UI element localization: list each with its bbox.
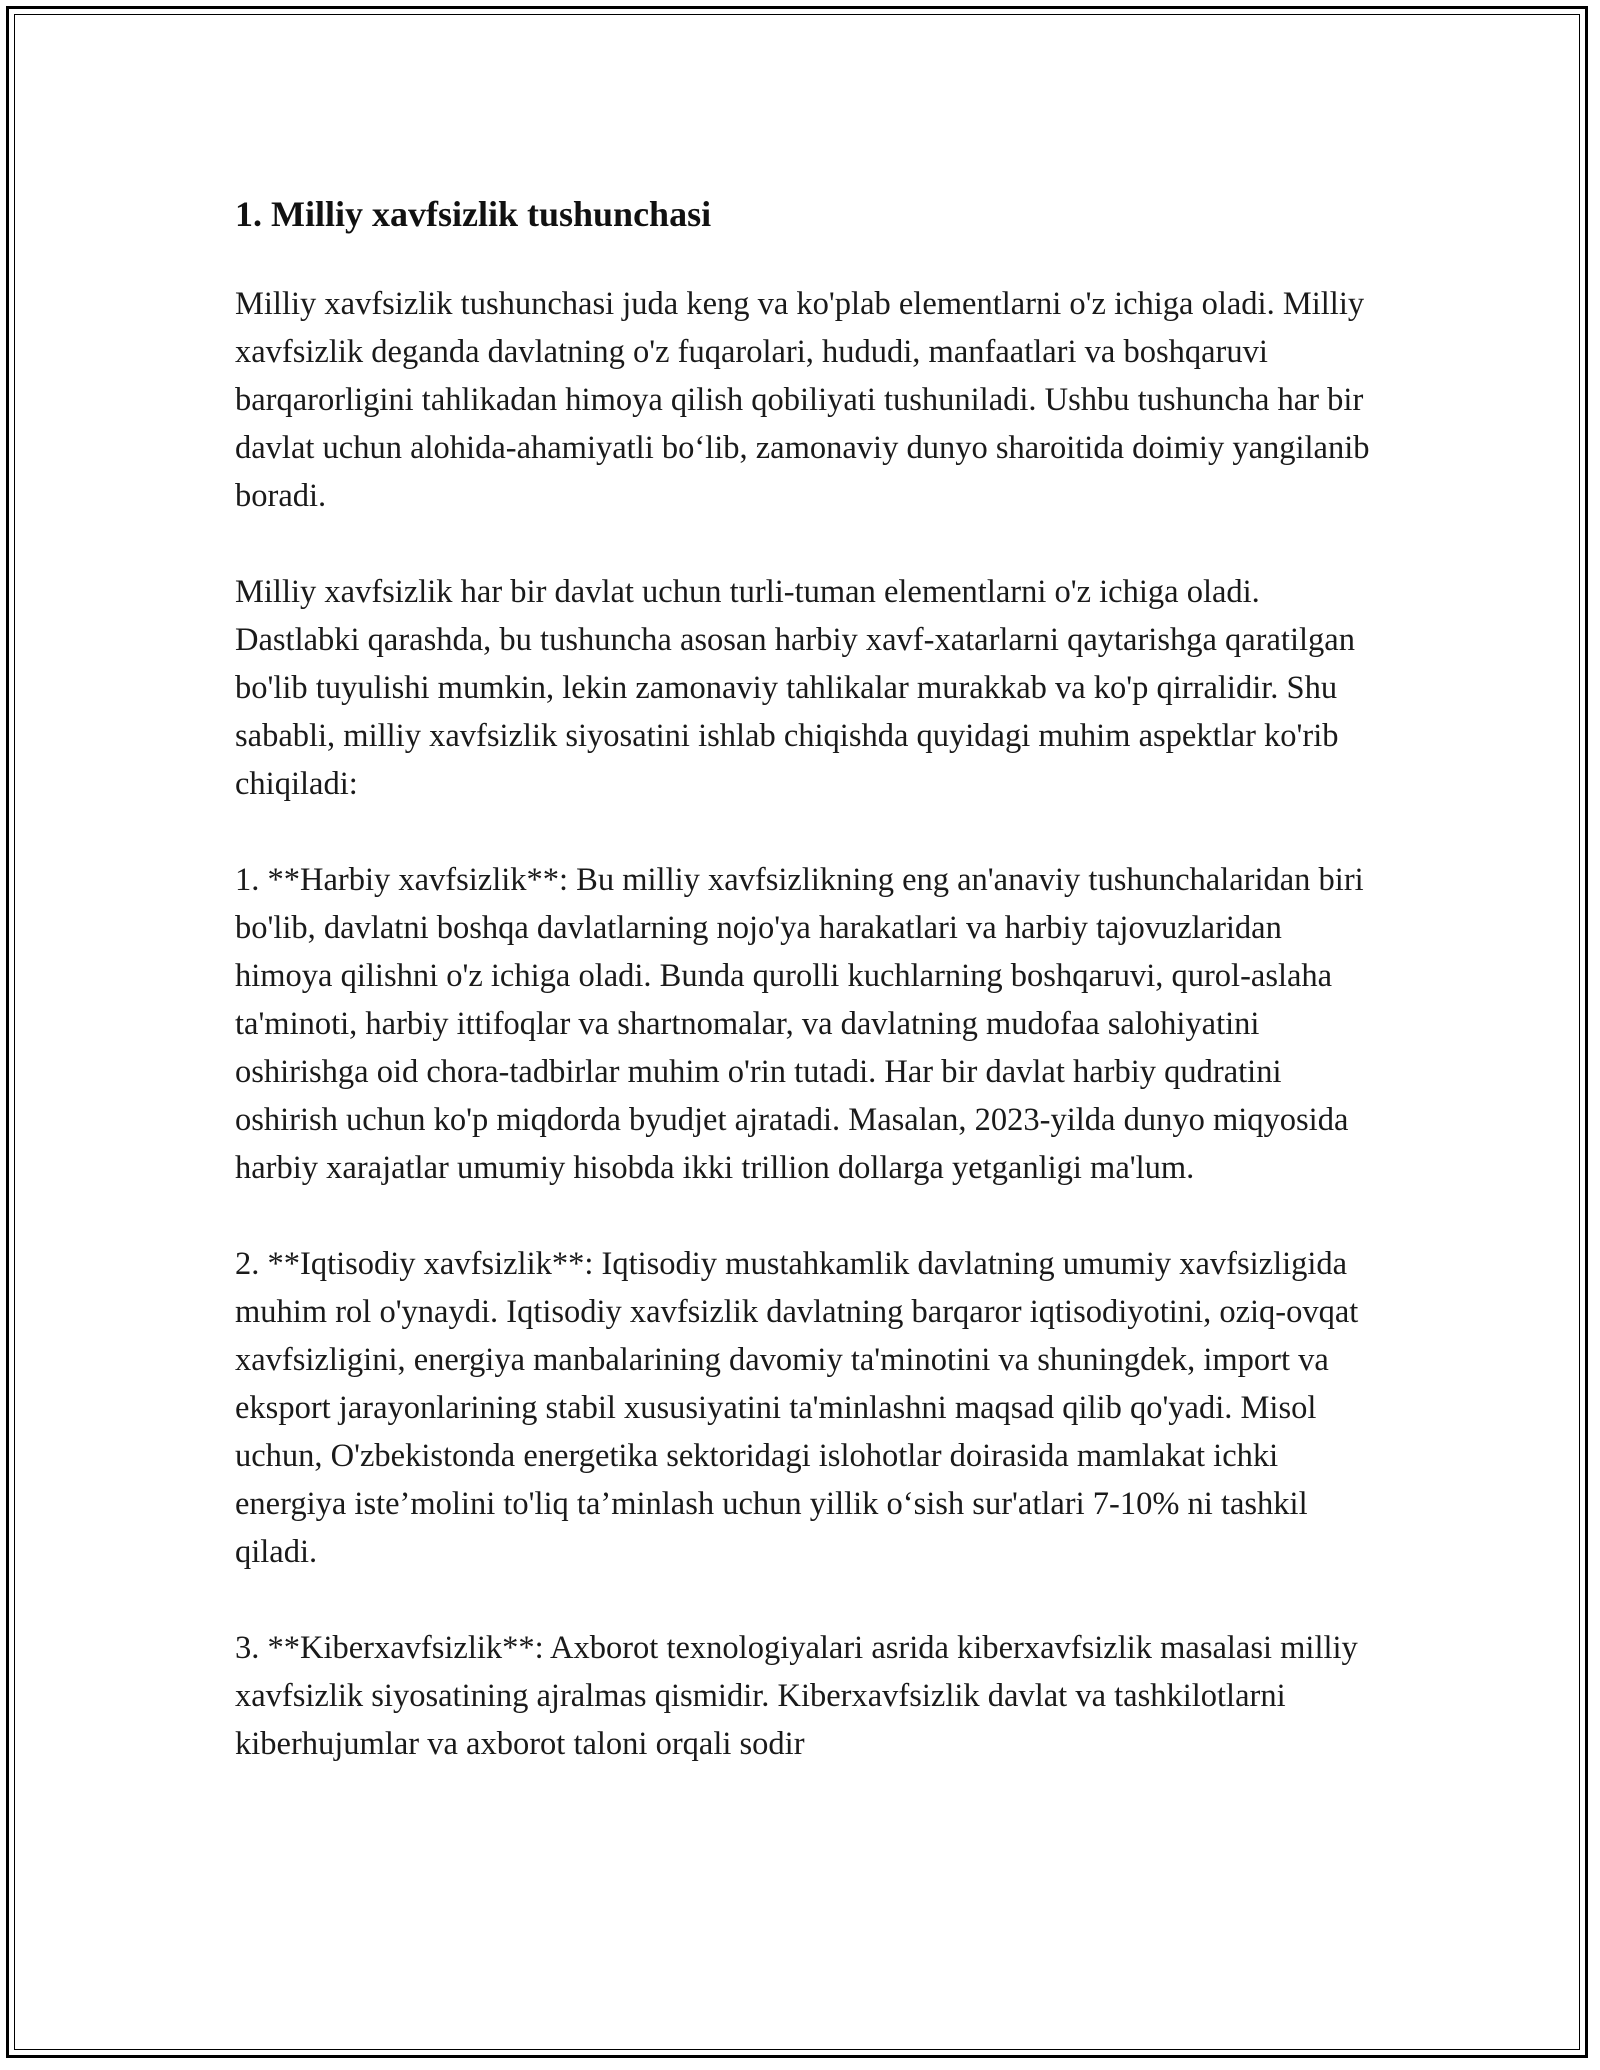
paragraph-cybersecurity: 3. **Kiberxavfsizlik**: Axborot texnologiyalari asrida kiberxavfsizlik masalasi milliy xavfsizlik siyosatining ajralmas qismidir. Kiberxavfsizlik davlat va tashkilotlarni kiberhujumlar va axborot taloni orqali sodir [235, 1630, 1358, 1762]
paragraph-economic-security: 2. **Iqtisodiy xavfsizlik**: Iqtisodiy mustahkamlik davlatning umumiy xavfsizligida muhim rol o'ynaydi. Iqtisodiy xavfsizlik davlatning barqaror iqtisodiyotini, oziq-ovqat xavfsizligini, energiya manbalarining davomiy ta'minotini va shuningdek, import va eksport jarayonlarining stabil xususiyatini ta'minlashni maqsad qilib qo'yadi. Misol uchun, O'zbekistonda energetika sektoridagi islohotlar doirasida mamlakat ichki energiya iste’molini to'liq ta’minlash uchun yillik o‘sish sur'atlari 7-10% ni tashkil qiladi. [235, 1246, 1359, 1570]
paragraph-aspects: Milliy xavfsizlik har bir davlat uchun turli-tuman elementlarni o'z ichiga oladi. Dastlabki qarashda, bu tushuncha asosan harbiy xavf-xatarlarni qaytarishga qaratilgan bo'lib tuyulishi mumkin, lekin zamonaviy tahlikalar murakkab va ko'p qirralidir. Shu sababli, milliy xavfsizlik siyosatini ishlab chiqishda quyidagi muhim aspektlar ko'rib chiqiladi: [235, 574, 1355, 802]
document-body [235, 182, 1375, 1816]
paragraph-military-security: 1. **Harbiy xavfsizlik**: Bu milliy xavfsizlikning eng an'anaviy tushunchalaridan biri bo'lib, davlatni boshqa davlatlarning nojo'ya harakatlari va harbiy tajovuzlaridan himoya qilishni o'z ichiga oladi. Bunda qurolli kuchlarning boshqaruvi, qurol-aslaha ta'minoti, harbiy ittifoqlar va shartnomalar, va davlatning mudofaa salohiyatini oshirishga oid chora-tadbirlar muhim o'rin tutadi. Har bir davlat harbiy qudratini oshirish uchun ko'p miqdorda byudjet ajratadi. Masalan, 2023-yilda dunyo miqyosida harbiy xarajatlar umumiy hisobda ikki trillion dollarga yetganligi ma'lum. [235, 862, 1364, 1186]
section-heading: 1. Milliy xavfsizlik tushunchasi [235, 194, 712, 234]
paragraph-intro: Milliy xavfsizlik tushunchasi juda keng va ko'plab elementlarni o'z ichiga oladi. Milliy xavfsizlik deganda davlatning o'z fuqarolari, hududi, manfaatlari va boshqaruvi barqarorligini tahlikadan himoya qilish qobiliyati tushuniladi. Ushbu tushuncha har bir davlat uchun alohida-ahamiyatli bo‘lib, zamonaviy dunyo sharoitida doimiy yangilanib boradi. [235, 286, 1370, 514]
